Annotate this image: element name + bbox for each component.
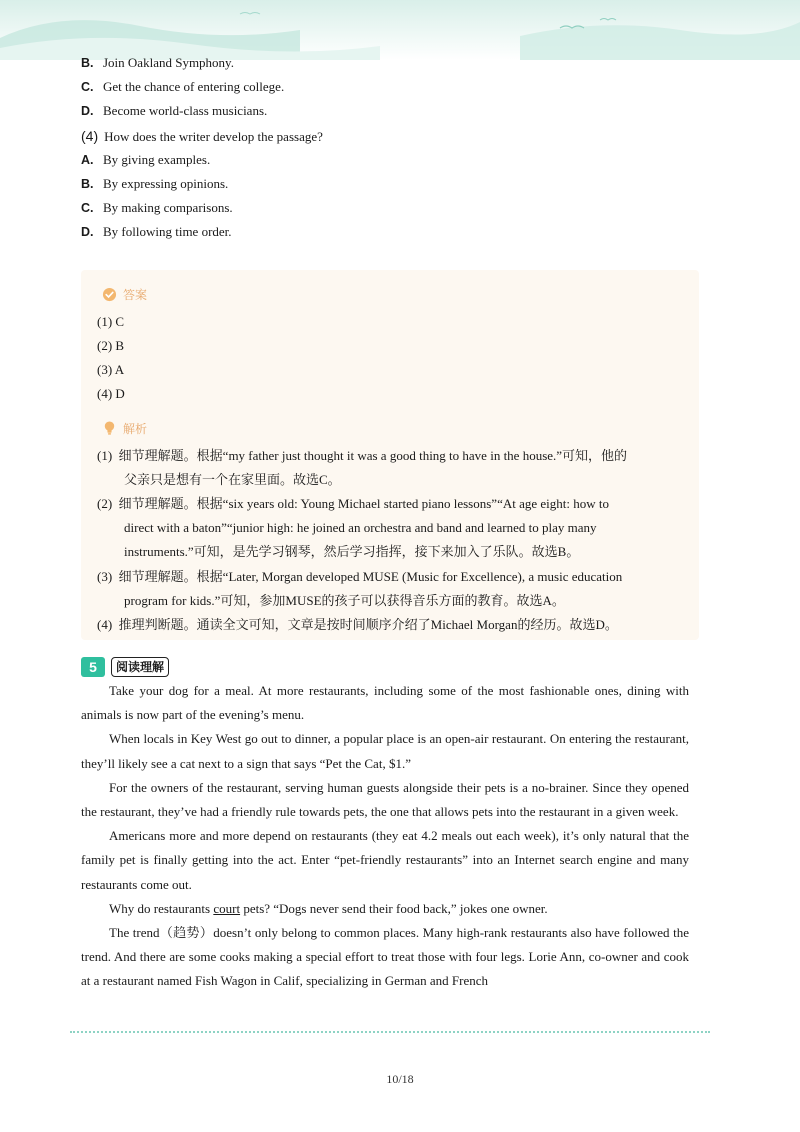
- answer-2: (2) B: [97, 338, 125, 353]
- analysis-line: (1) 细节理解题。根据“my father just thought it was a good thing to have in the house.”可知，他的: [97, 448, 628, 463]
- q4-option-d: D. By following time order.: [81, 224, 232, 239]
- answer-1: (1) C: [97, 314, 125, 329]
- answer-3: (3) A: [97, 362, 125, 377]
- passage-paragraph: For the owners of the restaurant, serving human guests alongside their pets is a no-brainer. Since they opened the restaurant, they’ve had a friendly rule towards pets, the one that allows pets into the restaurant in a given week.: [81, 779, 689, 820]
- analysis-line: 父亲只是想有一个在家里面。故选C。: [124, 472, 341, 487]
- analysis-line: (3) 细节理解题。根据“Later, Morgan developed MUSE (Music for Excellence), a music education: [97, 569, 623, 584]
- analysis-line: instruments.”可知，是先学习钢琴，然后学习指挥，接下来加入了乐队。故选B。: [124, 544, 580, 559]
- analysis-line: (2) 细节理解题。根据“six years old: Young Michael started piano lessons”“At age eight: how to: [97, 496, 609, 511]
- q4-option-c: C. By making comparisons.: [81, 200, 233, 215]
- answer-tag: 答案: [102, 286, 147, 305]
- question-4: (4) How does the writer develop the passage?: [81, 128, 323, 144]
- passage-paragraph: The trend（趋势）doesn’t only belong to common places. Many high-rank restaurants also have followed the trend. And there are some cooks making a special effort to treat those with four legs. Lorie Ann, co-owner and cook at a restaurant named Fish Wagon in Calif, specializing in German and French: [81, 925, 689, 989]
- underlined-word: court: [213, 900, 241, 916]
- answer-4: (4) D: [97, 386, 125, 401]
- page-number: 10/18: [386, 1072, 414, 1086]
- passage-paragraph: Americans more and more depend on restaurants (they eat 4.2 meals out each week), it’s only natural that the family pet is finally getting into the act. Enter “pet-friendly restaurants” into an Internet search engine and many restaurants come out.: [81, 828, 689, 892]
- q4-option-b: B. By expressing opinions.: [81, 176, 229, 191]
- passage-paragraph: When locals in Key West go out to dinner, a popular place is an open-air restaurant. On entering the restaurant, they’ll likely see a cat next to a sign that says “Pet the Cat, $1.”: [81, 731, 689, 771]
- header-banner: [0, 0, 800, 60]
- section-number: 5: [81, 657, 105, 677]
- q4-option-a: A. By giving examples.: [81, 152, 211, 167]
- analysis-line: direct with a baton”“junior high: he joined an orchestra and band and learned to play many: [124, 520, 597, 535]
- option-d: D. Become world-class musicians.: [81, 103, 268, 118]
- passage-paragraph: Take your dog for a meal. At more restaurants, including some of the most fashionable ones, dining with animals is now part of the evening’s menu.: [81, 683, 689, 723]
- analysis-tag: 解析: [102, 420, 147, 439]
- footer-divider: [70, 1031, 710, 1033]
- option-b: B. Join Oakland Symphony.: [81, 55, 234, 70]
- check-badge-icon: [102, 287, 117, 305]
- analysis-line: program for kids.”可知，参加MUSE的孩子可以获得音乐方面的教育。故选A。: [124, 593, 565, 608]
- option-c: C. Get the chance of entering college.: [81, 79, 285, 94]
- section-title: 阅读理解: [111, 657, 169, 677]
- passage-paragraph: Why do restaurants court pets? “Dogs never send their food back,” jokes one owner.: [109, 900, 548, 916]
- reading-passage: [81, 679, 689, 994]
- lightbulb-icon: [102, 420, 117, 439]
- analysis-line: (4) 推理判断题。通读全文可知，文章是按时间顺序介绍了Michael Morgan的经历。故选D。: [97, 617, 618, 632]
